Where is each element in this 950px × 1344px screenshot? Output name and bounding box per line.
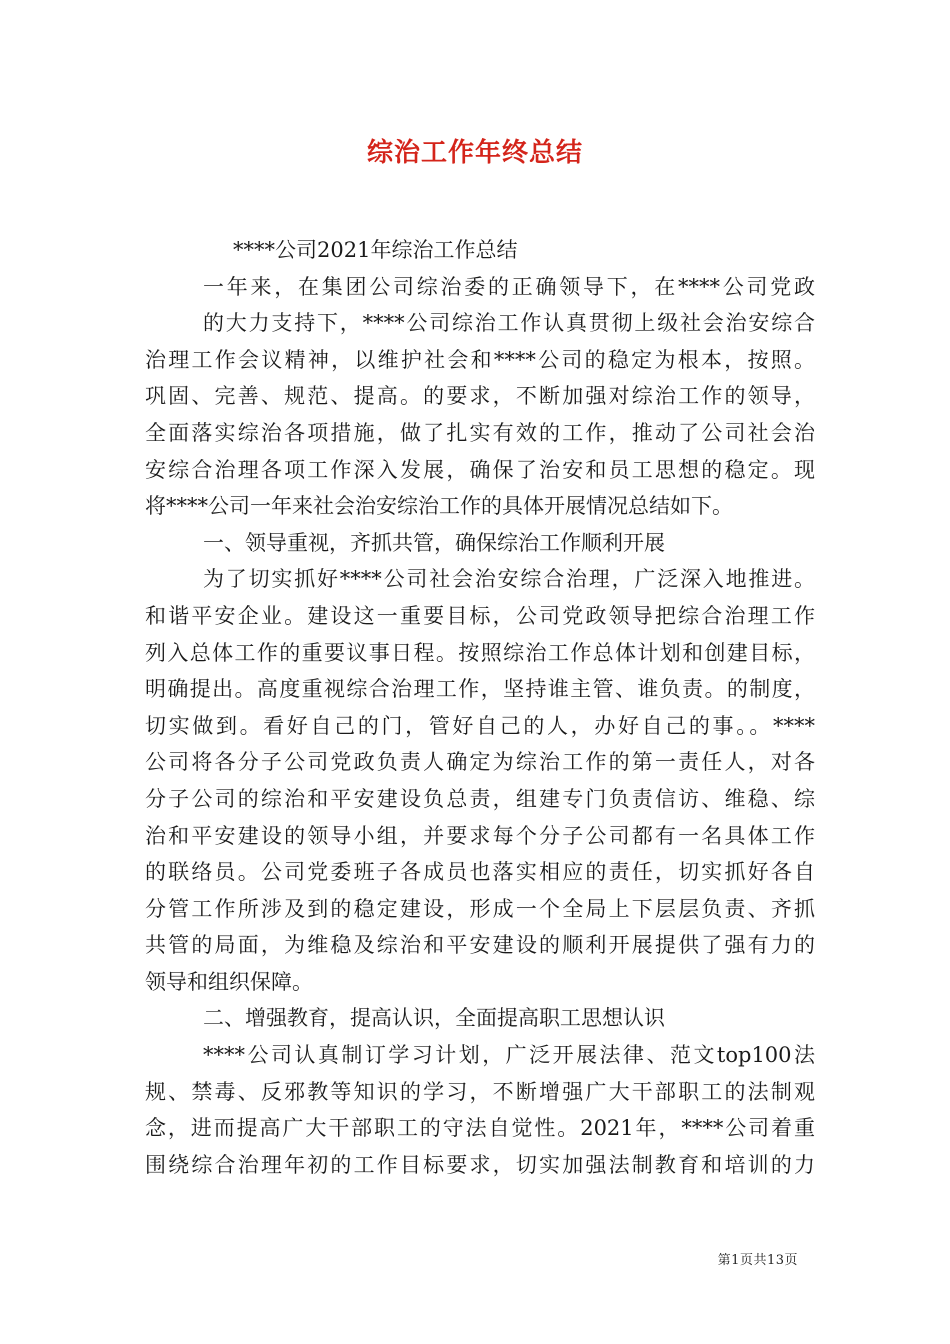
text-line: 将****公司一年来社会治安综治工作的具体开展情况总结如下。 xyxy=(145,494,733,519)
text-line: 围绕综合治理年初的工作目标要求，切实加强法制教育和培训的力 xyxy=(145,1152,815,1177)
text-line: 列入总体工作的重要议事日程。按照综治工作总体计划和创建目标， xyxy=(145,640,815,665)
text-line: ****公司2021年综治工作总结 xyxy=(233,238,518,262)
text-line: 领导和组织保障。 xyxy=(145,969,313,994)
text-line: 安综合治理各项工作深入发展，确保了治安和员工思想的稳定。现 xyxy=(145,457,815,482)
text-line: 全面落实综治各项措施，做了扎实有效的工作，推动了公司社会治 xyxy=(145,420,815,445)
text-line: 切实做到。看好自己的门，管好自己的人，办好自己的事。。**** xyxy=(145,713,815,738)
document-body xyxy=(145,232,815,1183)
text-line: 明确提出。高度重视综合治理工作，坚持谁主管、谁负责。的制度， xyxy=(145,677,815,702)
text-line: 二、增强教育，提高认识，全面提高职工思想认识 xyxy=(203,1006,665,1031)
text-line: 规、禁毒、反邪教等知识的学习，不断增强广大干部职工的法制观 xyxy=(145,1079,815,1104)
text-line: 和谐平安企业。建设这一重要目标，公司党政领导把综合治理工作 xyxy=(145,603,815,628)
text-line: ****公司认真制订学习计划，广泛开展法律、范文top100法 xyxy=(203,1043,815,1068)
text-line: 一、领导重视，齐抓共管，确保综治工作顺利开展 xyxy=(203,530,665,555)
text-line: 念，进而提高广大干部职工的守法自觉性。2021年，****公司着重 xyxy=(145,1116,815,1141)
text-line: 分子公司的综治和平安建设负总责，组建专门负责信访、维稳、综 xyxy=(145,786,815,811)
document-title: 综治工作年终总结 xyxy=(366,138,583,168)
text-line: 为了切实抓好****公司社会治安综合治理，广泛深入地推进。 xyxy=(203,567,815,592)
text-line: 治理工作会议精神，以维护社会和****公司的稳定为根本，按照。 xyxy=(145,347,815,372)
text-line: 共管的局面，为维稳及综治和平安建设的顺利开展提供了强有力的 xyxy=(145,933,815,958)
text-line: 的联络员。公司党委班子各成员也落实相应的责任，切实抓好各自 xyxy=(145,860,815,885)
text-line: 巩固、完善、规范、提高。的要求，不断加强对综治工作的领导， xyxy=(145,384,815,409)
text-line: 一年来，在集团公司综治委的正确领导下，在****公司党政 xyxy=(203,274,815,299)
text-line: 公司将各分子公司党政负责人确定为综治工作的第一责任人，对各 xyxy=(145,750,815,775)
text-line: 分管工作所涉及到的稳定建设，形成一个全局上下层层负责、齐抓 xyxy=(145,896,815,921)
text-line: 治和平安建设的领导小组，并要求每个分子公司都有一名具体工作 xyxy=(145,823,815,848)
text-line: 的大力支持下，****公司综治工作认真贯彻上级社会治安综合 xyxy=(203,311,815,336)
page-footer: 第1页共13页 xyxy=(717,1253,798,1268)
